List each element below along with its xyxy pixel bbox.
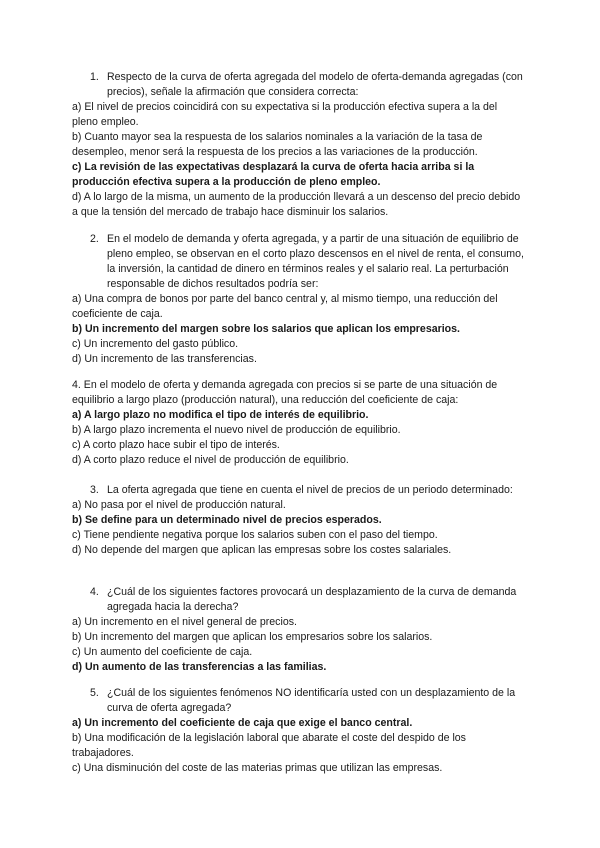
option-d: d) Un incremento de las transferencias. [72, 353, 257, 365]
question-2 [0, 232, 600, 367]
question-number: 5. [90, 687, 99, 699]
question-text: ¿Cuál de los siguientes factores provocará un desplazamiento de la curva de demanda agregada hacia la derecha? [107, 586, 517, 613]
option-d: d) A corto plazo reduce el nivel de producción de equilibrio. [72, 454, 349, 466]
question-stem [0, 483, 600, 498]
question-text: En el modelo de demanda y oferta agregada, y a partir de una situación de equilibrio de pleno empleo, se observan en el corto plazo descensos en el nivel de renta, el consumo, la inversión, la cantidad de dinero en términos reales y el salario real. La perturbación responsable de dichos resultados podría ser: [107, 233, 524, 290]
option-d: d) No depende del margen que aplican las empresas sobre los costes salariales. [72, 544, 452, 556]
question-number: 3. [90, 484, 99, 496]
question-number: 2. [90, 233, 99, 245]
option-b: b) Una modificación de la legislación laboral que abarate el coste del despido de los trabajadores. [72, 732, 466, 759]
option-b: b) Un incremento del margen que aplican los empresarios sobre los salarios. [72, 631, 433, 643]
question-number: 1. [90, 71, 99, 83]
option-b: b) Cuanto mayor sea la respuesta de los salarios nominales a la variación de la tasa de desempleo, menor será la respuesta de los precios a las variaciones de la producción. [72, 131, 483, 158]
option-a: a) Una compra de bonos por parte del banco central y, al mismo tiempo, una reducción del coeficiente de caja. [72, 293, 498, 320]
option-c-correct: c) La revisión de las expectativas desplazará la curva de oferta hacia arriba si la producción efectiva supera a la producción de pleno empleo. [72, 161, 475, 188]
question-stem [0, 585, 600, 615]
option-c: c) Un aumento del coeficiente de caja. [72, 646, 253, 658]
option-c: c) Una disminución del coste de las materias primas que utilizan las empresas. [72, 762, 443, 774]
question-stem [0, 686, 600, 716]
option-b-correct: b) Un incremento del margen sobre los salarios que aplican los empresarios. [72, 323, 460, 335]
option-a-correct: a) Un incremento del coeficiente de caja que exige el banco central. [72, 717, 413, 729]
option-b-correct: b) Se define para un determinado nivel de precios esperados. [72, 514, 382, 526]
option-a-correct: a) A largo plazo no modifica el tipo de interés de equilibrio. [72, 409, 369, 421]
question-5 [0, 686, 600, 776]
question-4-flat [0, 378, 600, 468]
question-text: ¿Cuál de los siguientes fenómenos NO identificaría usted con un desplazamiento de la curva de oferta agregada? [107, 687, 516, 714]
question-number: 4. [90, 586, 99, 598]
option-b: b) A largo plazo incrementa el nuevo nivel de producción de equilibrio. [72, 424, 401, 436]
question-3 [0, 483, 600, 558]
option-d-correct: d) Un aumento de las transferencias a las familias. [72, 661, 327, 673]
option-c: c) A corto plazo hace subir el tipo de interés. [72, 439, 280, 451]
option-c: c) Tiene pendiente negativa porque los salarios suben con el paso del tiempo. [72, 529, 438, 541]
option-a: a) No pasa por el nivel de producción natural. [72, 499, 286, 511]
question-stem [0, 70, 600, 100]
question-4 [0, 585, 600, 675]
question-text: La oferta agregada que tiene en cuenta el nivel de precios de un periodo determinado: [107, 484, 513, 496]
option-a: a) El nivel de precios coincidirá con su expectativa si la producción efectiva supera a la del pleno empleo. [72, 101, 498, 128]
option-d: d) A lo largo de la misma, un aumento de la producción llevará a un descenso del precio debido a que la tensión del mercado de trabajo hace disminuir los salarios. [72, 191, 521, 218]
option-a: a) Un incremento en el nivel general de precios. [72, 616, 297, 628]
question-stem [0, 232, 600, 292]
question-1 [0, 70, 600, 220]
question-text: Respecto de la curva de oferta agregada del modelo de oferta-demanda agregadas (con precios), señale la afirmación que considera correcta: [107, 71, 523, 98]
option-c: c) Un incremento del gasto público. [72, 338, 239, 350]
question-text: 4. En el modelo de oferta y demanda agregada con precios si se parte de una situación de equilibrio a largo plazo (producción natural), una reducción del coeficiente de caja: [72, 379, 498, 406]
